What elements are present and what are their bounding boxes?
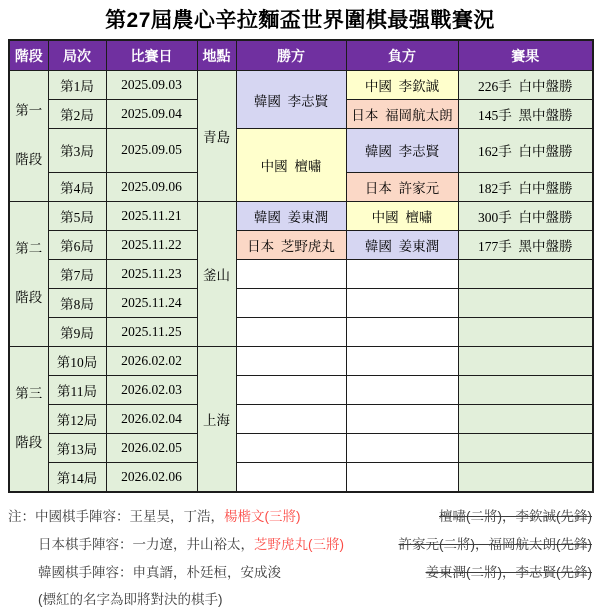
result-cell: 226手 白中盤勝 [458, 71, 593, 100]
game-cell: 第2局 [48, 100, 106, 129]
col-header-stage: 階段 [9, 40, 48, 71]
col-header-loser: 負方 [346, 40, 458, 71]
date-cell: 2026.02.02 [106, 346, 197, 375]
table-row [9, 346, 593, 375]
table-row [9, 433, 593, 462]
date-cell: 2025.11.23 [106, 259, 197, 288]
stage-label: 階段 [15, 151, 43, 167]
page-title: 第27屆農心辛拉麵盃世界圍棋最强戰賽況 [105, 9, 495, 32]
winner-cell-empty [236, 259, 346, 288]
game-cell: 第13局 [48, 433, 106, 462]
date-cell: 2025.09.05 [106, 129, 197, 173]
winner-cell: 日本 芝野虎丸 [236, 230, 346, 259]
table-row [9, 71, 593, 100]
venue-cell: 青島 [197, 71, 236, 202]
venue-cell: 釜山 [197, 201, 236, 346]
col-header-result: 賽果 [458, 40, 593, 71]
date-cell: 2026.02.03 [106, 375, 197, 404]
date-cell: 2025.09.04 [106, 100, 197, 129]
col-header-winner: 勝方 [236, 40, 346, 71]
date-cell: 2025.11.21 [106, 201, 197, 230]
result-cell-empty [458, 462, 593, 492]
result-cell: 177手 黑中盤勝 [458, 230, 593, 259]
loser-cell-empty [346, 404, 458, 433]
loser-cell-empty [346, 433, 458, 462]
col-header-game: 局次 [48, 40, 106, 71]
col-header-date: 比賽日 [106, 40, 197, 71]
stage-label: 第一 [15, 103, 43, 119]
game-cell: 第8局 [48, 288, 106, 317]
table-row [9, 129, 593, 173]
result-cell: 300手 白中盤勝 [458, 201, 593, 230]
korea-roster [8, 561, 281, 581]
loser-cell: 日本 許家元 [346, 172, 458, 201]
loser-cell-empty [346, 288, 458, 317]
result-cell-empty [458, 317, 593, 346]
stage-3-cell [9, 346, 48, 492]
venue-cell: 上海 [197, 346, 236, 492]
game-cell: 第10局 [48, 346, 106, 375]
loser-cell: 韓國 姜東潤 [346, 230, 458, 259]
table-row [9, 375, 593, 404]
game-cell: 第1局 [48, 71, 106, 100]
eliminated-players: 檀嘯(二將)，李欽誠(先鋒) [439, 508, 592, 524]
stage-label: 階段 [15, 434, 43, 450]
team-label: 日本棋手陣容： [38, 536, 133, 552]
note-korea [8, 557, 592, 585]
note-prefix: 注： [8, 508, 35, 524]
game-cell: 第6局 [48, 230, 106, 259]
table-row [9, 317, 593, 346]
result-cell-empty [458, 433, 593, 462]
china-roster [8, 505, 301, 525]
active-players: 一力遼，井山裕太， [132, 536, 254, 552]
game-cell: 第4局 [48, 172, 106, 201]
result-cell: 182手 白中盤勝 [458, 172, 593, 201]
col-header-venue: 地點 [197, 40, 236, 71]
game-cell: 第5局 [48, 201, 106, 230]
winner-cell: 中國 檀嘯 [236, 129, 346, 202]
game-cell: 第14局 [48, 462, 106, 492]
loser-cell: 韓國 李志賢 [346, 129, 458, 173]
date-cell: 2025.11.22 [106, 230, 197, 259]
winner-cell-empty [236, 346, 346, 375]
table-row [9, 462, 593, 492]
stage-2-cell [9, 201, 48, 346]
loser-cell-empty [346, 346, 458, 375]
upcoming-player: 芝野虎丸(三將) [254, 536, 344, 552]
table-row [9, 404, 593, 433]
upcoming-player: 楊楷文(三將) [224, 508, 301, 524]
result-cell-empty [458, 259, 593, 288]
loser-cell: 中國 檀嘯 [346, 201, 458, 230]
date-cell: 2026.02.05 [106, 433, 197, 462]
table-row [9, 259, 593, 288]
table-row [9, 230, 593, 259]
japan-roster [8, 533, 344, 553]
winner-cell-empty [236, 433, 346, 462]
date-cell: 2025.11.25 [106, 317, 197, 346]
date-cell: 2026.02.04 [106, 404, 197, 433]
table-row [9, 288, 593, 317]
winner-cell-empty [236, 375, 346, 404]
active-players: 王星昊，丁浩， [129, 508, 224, 524]
schedule-table [8, 39, 594, 493]
loser-cell: 日本 福岡航太朗 [346, 100, 458, 129]
loser-cell-empty [346, 259, 458, 288]
result-cell-empty [458, 375, 593, 404]
winner-cell-empty [236, 317, 346, 346]
game-cell: 第7局 [48, 259, 106, 288]
note-china [8, 501, 592, 529]
winner-cell-empty [236, 404, 346, 433]
loser-cell-empty [346, 462, 458, 492]
date-cell: 2025.09.03 [106, 71, 197, 100]
date-cell: 2025.11.24 [106, 288, 197, 317]
game-cell: 第11局 [48, 375, 106, 404]
result-cell-empty [458, 346, 593, 375]
loser-cell-empty [346, 317, 458, 346]
result-cell: 162手 白中盤勝 [458, 129, 593, 173]
stage-label: 階段 [15, 289, 43, 305]
winner-cell-empty [236, 288, 346, 317]
result-cell: 145手 黑中盤勝 [458, 100, 593, 129]
red-legend-footnote: (標紅的名字為即將對決的棋手) [38, 591, 223, 607]
result-cell-empty [458, 288, 593, 317]
loser-cell: 中國 李欽誠 [346, 71, 458, 100]
result-cell-empty [458, 404, 593, 433]
loser-cell-empty [346, 375, 458, 404]
eliminated-players: 姜東潤(二將)，李志賢(先鋒) [425, 564, 592, 580]
game-cell: 第9局 [48, 317, 106, 346]
game-cell: 第3局 [48, 129, 106, 173]
eliminated-players: 許家元(二將)，福岡航太朗(先鋒) [398, 536, 592, 552]
date-cell: 2025.09.06 [106, 172, 197, 201]
notes-section [8, 501, 592, 611]
winner-cell-empty [236, 462, 346, 492]
winner-cell: 韓國 姜東潤 [236, 201, 346, 230]
table-row [9, 201, 593, 230]
team-label: 中國棋手陣容： [35, 508, 130, 524]
note-japan [8, 529, 592, 557]
winner-cell: 韓國 李志賢 [236, 71, 346, 129]
game-cell: 第12局 [48, 404, 106, 433]
active-players: 申真諝，朴廷桓，安成浚 [132, 564, 281, 580]
team-label: 韓國棋手陣容： [38, 564, 133, 580]
header-row [9, 40, 593, 71]
date-cell: 2026.02.06 [106, 462, 197, 492]
stage-1-cell [9, 71, 48, 202]
stage-label: 第二 [15, 241, 43, 257]
stage-label: 第三 [15, 386, 43, 402]
